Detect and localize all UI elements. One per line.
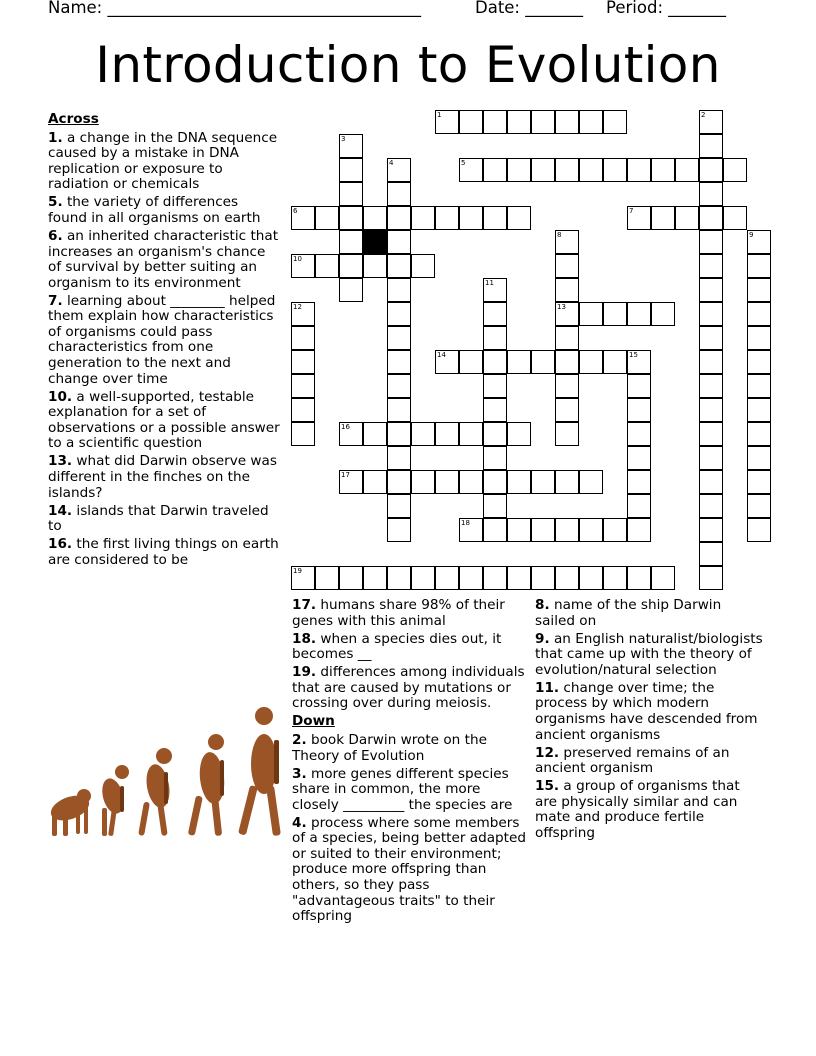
crossword-cell[interactable] (411, 422, 435, 446)
crossword-cell[interactable] (627, 566, 651, 590)
crossword-cell[interactable] (483, 350, 507, 374)
name-field[interactable]: Name: ______________________________________ (48, 0, 421, 17)
crossword-cell[interactable] (459, 110, 483, 134)
clue-across-6: 6. an inherited characteristic that increases an organism's chance of survival by better suiting an organism to its environment (48, 227, 279, 291)
crossword-cell[interactable] (387, 518, 411, 542)
crossword-cell[interactable] (339, 566, 363, 590)
crossword-cell[interactable] (603, 158, 627, 182)
crossword-cell[interactable] (627, 206, 651, 230)
crossword-cell[interactable] (747, 494, 771, 518)
page-title: Introduction to Evolution (95, 36, 721, 94)
cell-number: 6 (293, 206, 298, 215)
crossword-cell[interactable] (459, 566, 483, 590)
crossword-cell[interactable] (291, 422, 315, 446)
crossword-cell[interactable] (339, 422, 363, 446)
crossword-cell[interactable] (387, 230, 411, 254)
crossword-cell[interactable] (507, 566, 531, 590)
crossword-cell[interactable] (387, 422, 411, 446)
across-heading: Across (48, 111, 99, 127)
crossword-cell[interactable] (483, 374, 507, 398)
clue-down-2: 2. book Darwin wrote on the Theory of Evolution (292, 731, 487, 764)
crossword-cell[interactable] (531, 518, 555, 542)
period-field[interactable]: Period: _______ (606, 0, 727, 17)
crossword-cell[interactable] (411, 470, 435, 494)
crossword-cell[interactable] (555, 302, 579, 326)
cell-number: 3 (341, 134, 346, 143)
cell-number: 16 (341, 422, 350, 431)
crossword-cell[interactable] (531, 158, 555, 182)
crossword-cell[interactable] (651, 302, 675, 326)
crossword-cell[interactable] (603, 110, 627, 134)
cell-number: 9 (749, 230, 754, 239)
clue-across-18: 18. when a species dies out, it becomes __ (292, 630, 502, 663)
crossword-cell[interactable] (387, 446, 411, 470)
clue-across-1: 1. a change in the DNA sequence caused by a mistake in DNA replication or exposure to radiation or chemicals (48, 129, 278, 193)
crossword-cell[interactable] (339, 230, 363, 254)
header-line (48, 0, 768, 22)
crossword-cell[interactable] (747, 446, 771, 470)
clue-across-19: 19. differences among individuals that are caused by mutations or crossing over during meiosis. (292, 664, 525, 712)
cell-number: 19 (293, 566, 302, 575)
crossword-cell[interactable] (747, 350, 771, 374)
crossword-cell[interactable] (603, 518, 627, 542)
crossword-cell[interactable] (507, 350, 531, 374)
clue-across-17: 17. humans share 98% of their genes with this animal (292, 597, 505, 629)
crossword-cell[interactable] (747, 302, 771, 326)
crossword-cell[interactable] (387, 326, 411, 350)
crossword-cell[interactable] (339, 182, 363, 206)
clue-down-8: 8. name of the ship Darwin sailed on (535, 597, 722, 629)
crossword-cell[interactable] (339, 158, 363, 182)
crossword-cell[interactable] (483, 566, 507, 590)
cell-number: 5 (461, 158, 466, 167)
crossword-cell[interactable] (555, 158, 579, 182)
crossword-cell[interactable] (387, 398, 411, 422)
crossword-cell[interactable] (363, 566, 387, 590)
crossword-cell[interactable] (363, 470, 387, 494)
crossword-cell[interactable] (483, 278, 507, 302)
crossword-cell[interactable] (747, 326, 771, 350)
cell-number: 1 (437, 110, 442, 119)
crossword-cell[interactable] (699, 206, 723, 230)
crossword-cell[interactable] (675, 206, 699, 230)
crossword-cell[interactable] (435, 206, 459, 230)
cell-number: 2 (701, 110, 706, 119)
crossword-cell[interactable] (627, 302, 651, 326)
crossword-cell[interactable] (483, 206, 507, 230)
crossword-cell[interactable] (459, 470, 483, 494)
crossword-cell[interactable] (291, 254, 315, 278)
evolution-illustration (40, 700, 290, 842)
crossword-cell[interactable] (603, 566, 627, 590)
crossword-cell[interactable] (747, 422, 771, 446)
crossword-cell[interactable] (555, 278, 579, 302)
crossword-cell[interactable] (291, 398, 315, 422)
clue-down-9: 9. an English naturalist/biologists that came up with the theory of evolution/natural selection (535, 630, 763, 678)
crossword-cell[interactable] (627, 494, 651, 518)
clue-across-5: 5. the variety of differences found in all organisms on earth (48, 194, 261, 226)
crossword-cell[interactable] (579, 470, 603, 494)
crossword-cell[interactable] (555, 326, 579, 350)
black-square (363, 230, 387, 254)
crossword-cell[interactable] (699, 134, 723, 158)
crossword-cell[interactable] (339, 254, 363, 278)
crossword-cell[interactable] (339, 470, 363, 494)
crossword-cell[interactable] (387, 470, 411, 494)
modern-human-figure (238, 707, 281, 836)
cell-number: 18 (461, 518, 470, 527)
date-field[interactable]: Date: _______ (475, 0, 583, 17)
crossword-cell[interactable] (291, 206, 315, 230)
crossword-cell[interactable] (483, 302, 507, 326)
crossword-cell[interactable] (507, 110, 531, 134)
crossword-cell[interactable] (387, 206, 411, 230)
crossword-cell[interactable] (291, 302, 315, 326)
crossword-cell[interactable] (747, 470, 771, 494)
crossword-cell[interactable] (555, 374, 579, 398)
crossword-cell[interactable] (699, 398, 723, 422)
crossword-cell[interactable] (435, 470, 459, 494)
crossword-cell[interactable] (435, 110, 459, 134)
crossword-cell[interactable] (675, 158, 699, 182)
crossword-cell[interactable] (411, 254, 435, 278)
crossword-cell[interactable] (723, 158, 747, 182)
crossword-cell[interactable] (555, 230, 579, 254)
clue-across-16: 16. the first living things on earth are considered to be (48, 536, 279, 568)
crossword-cell[interactable] (507, 422, 531, 446)
early-hominid-figure (99, 765, 129, 836)
crossword-cell[interactable] (291, 350, 315, 374)
crossword-cell[interactable] (483, 422, 507, 446)
crossword-cell[interactable] (603, 302, 627, 326)
crossword-cell[interactable] (699, 158, 723, 182)
crossword-cell[interactable] (627, 422, 651, 446)
crossword-cell[interactable] (483, 446, 507, 470)
crossword-cell[interactable] (651, 158, 675, 182)
crossword-cell[interactable] (483, 110, 507, 134)
crossword-cell[interactable] (747, 518, 771, 542)
clues-column-2 (292, 598, 528, 927)
crossword-cell[interactable] (699, 566, 723, 590)
crossword-cell[interactable] (603, 350, 627, 374)
crossword-cell[interactable] (699, 494, 723, 518)
crossword-cell[interactable] (627, 470, 651, 494)
crossword-cell[interactable] (627, 158, 651, 182)
crossword-cell[interactable] (747, 374, 771, 398)
crossword-cell[interactable] (315, 206, 339, 230)
crossword-cell[interactable] (579, 302, 603, 326)
crossword-cell[interactable] (435, 350, 459, 374)
crossword-cell[interactable] (435, 422, 459, 446)
crossword-cell[interactable] (747, 230, 771, 254)
crossword-cell[interactable] (483, 158, 507, 182)
crossword-cell[interactable] (579, 158, 603, 182)
crossword-cell[interactable] (459, 350, 483, 374)
hominid-figure (138, 748, 173, 836)
crossword-cell[interactable] (483, 326, 507, 350)
cell-number: 17 (341, 470, 350, 479)
crossword-cell[interactable] (291, 374, 315, 398)
cell-number: 15 (629, 350, 638, 359)
crossword-cell[interactable] (507, 470, 531, 494)
crossword-cell[interactable] (459, 422, 483, 446)
crossword-cell[interactable] (411, 566, 435, 590)
crossword-cell[interactable] (627, 350, 651, 374)
clue-across-7: 7. learning about ________ helped them explain how characteristics of organisms could pass characteristics from one generation to the next and change over time (48, 292, 276, 387)
crossword-cell[interactable] (699, 182, 723, 206)
crossword-cell[interactable] (483, 518, 507, 542)
crossword-cell[interactable] (699, 110, 723, 134)
crossword-cell[interactable] (363, 206, 387, 230)
crossword-cell[interactable] (459, 206, 483, 230)
cell-number: 10 (293, 254, 302, 263)
cell-number: 14 (437, 350, 446, 359)
crossword-cell[interactable] (531, 110, 555, 134)
crossword-cell[interactable] (555, 254, 579, 278)
crossword-cell[interactable] (507, 206, 531, 230)
crossword-cell[interactable] (699, 518, 723, 542)
crossword-cell[interactable] (555, 518, 579, 542)
crossword-cell[interactable] (339, 278, 363, 302)
crossword-cell[interactable] (483, 494, 507, 518)
crossword-cell[interactable] (699, 326, 723, 350)
crossword-cell[interactable] (291, 326, 315, 350)
crossword-cell[interactable] (363, 422, 387, 446)
crossword-cell[interactable] (747, 254, 771, 278)
crossword-cell[interactable] (459, 518, 483, 542)
cell-number: 7 (629, 206, 634, 215)
crossword-cell[interactable] (699, 302, 723, 326)
clue-down-11: 11. change over time; the process by which modern organisms have descended from ancient organisms (535, 679, 758, 743)
clue-down-15: 15. a group of organisms that are physically similar and can mate and produce fertile offspring (535, 778, 740, 841)
crossword-cell[interactable] (291, 566, 315, 590)
cell-number: 4 (389, 158, 394, 167)
crossword-cell[interactable] (579, 110, 603, 134)
crossword-cell[interactable] (699, 374, 723, 398)
crossword-cell[interactable] (483, 470, 507, 494)
crossword-cell[interactable] (651, 206, 675, 230)
cell-number: 12 (293, 302, 302, 311)
down-clues-column-3 (535, 598, 763, 844)
crossword-cell[interactable] (555, 350, 579, 374)
crossword-cell[interactable] (507, 518, 531, 542)
across-clues-column-1 (48, 112, 280, 571)
crossword-cell[interactable] (555, 566, 579, 590)
crossword-cell[interactable] (699, 542, 723, 566)
crossword-cell[interactable] (387, 254, 411, 278)
crossword-cell[interactable] (315, 566, 339, 590)
crossword-cell[interactable] (387, 158, 411, 182)
crossword-cell[interactable] (579, 518, 603, 542)
crossword-cell[interactable] (747, 398, 771, 422)
clue-across-14: 14. islands that Darwin traveled to (48, 502, 269, 535)
crossword-cell[interactable] (339, 134, 363, 158)
crossword-cell[interactable] (315, 254, 339, 278)
clue-down-3: 3. more genes different species share in common, the more closely _________ the species are (292, 765, 513, 813)
crossword-cell[interactable] (627, 446, 651, 470)
clue-down-12: 12. preserved remains of an ancient organism (535, 744, 730, 777)
crossword-cell[interactable] (699, 470, 723, 494)
crossword-cell[interactable] (699, 278, 723, 302)
crossword-cell[interactable] (651, 566, 675, 590)
crossword-cell[interactable] (723, 206, 747, 230)
clue-across-10: 10. a well-supported, testable explanation for a set of observations or a possible answer to a scientific question (48, 388, 280, 452)
crossword-cell[interactable] (747, 278, 771, 302)
crossword-cell[interactable] (699, 230, 723, 254)
crossword-cell[interactable] (699, 350, 723, 374)
crossword-cell[interactable] (363, 254, 387, 278)
crossword-cell[interactable] (387, 566, 411, 590)
clue-down-4: 4. process where some members of a species, being better adapted or suited to their environment; produce more offspring than others, so they pass "advantageous traits" to their offspring (292, 814, 526, 925)
crossword-cell[interactable] (579, 566, 603, 590)
crossword-cell[interactable] (627, 374, 651, 398)
crossword-cell[interactable] (699, 422, 723, 446)
crossword-cell[interactable] (387, 350, 411, 374)
crossword-cell[interactable] (555, 398, 579, 422)
crossword-cell[interactable] (411, 206, 435, 230)
crossword-cell[interactable] (483, 398, 507, 422)
crossword-cell[interactable] (699, 446, 723, 470)
crossword-cell[interactable] (387, 302, 411, 326)
crossword-cell[interactable] (555, 422, 579, 446)
crossword-cell[interactable] (699, 254, 723, 278)
crossword-cell[interactable] (579, 350, 603, 374)
down-heading: Down (292, 713, 335, 730)
crossword-cell[interactable] (435, 566, 459, 590)
crossword-cell[interactable] (387, 278, 411, 302)
cell-number: 11 (485, 278, 494, 287)
crossword-cell[interactable] (555, 110, 579, 134)
crossword-cell[interactable] (627, 398, 651, 422)
cell-number: 13 (557, 302, 566, 311)
crossword-cell[interactable] (339, 206, 363, 230)
neanderthal-figure (188, 734, 227, 836)
crossword-cell[interactable] (387, 374, 411, 398)
crossword-cell[interactable] (531, 470, 555, 494)
crossword-cell[interactable] (387, 494, 411, 518)
crossword-cell[interactable] (459, 158, 483, 182)
ape-figure (47, 789, 92, 836)
clue-across-13: 13. what did Darwin observe was different in the finches on the islands? (48, 453, 277, 501)
cell-number: 8 (557, 230, 562, 239)
crossword-cell[interactable] (531, 350, 555, 374)
crossword-cell[interactable] (531, 566, 555, 590)
crossword-cell[interactable] (627, 518, 651, 542)
crossword-cell[interactable] (555, 470, 579, 494)
crossword-cell[interactable] (507, 158, 531, 182)
crossword-cell[interactable] (387, 182, 411, 206)
